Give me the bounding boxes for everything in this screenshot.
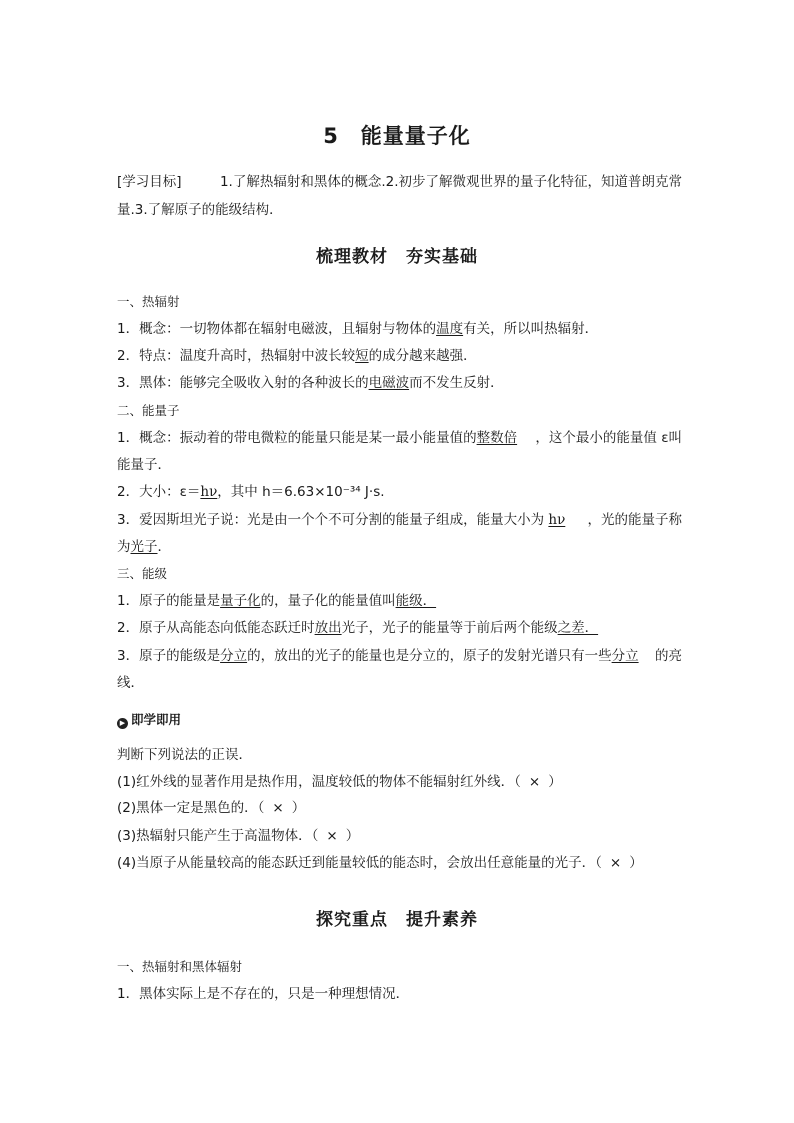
practice-item-1 (117, 772, 682, 792)
underlined-answer: hν (200, 484, 218, 500)
answer-mark: × (272, 800, 284, 816)
practice-item-2 (117, 798, 682, 818)
text: ，光的能量子称 (587, 512, 682, 528)
text: 的，放出的光子的能量也是分立的，原子的发射光谱只有一些 (247, 648, 612, 664)
underlined-answer: 整数倍 (476, 430, 518, 446)
text: ） (629, 855, 643, 871)
learning-goals-line-1 (117, 172, 682, 192)
levels-item-3-body (117, 646, 639, 666)
quantum-item-3-cont (117, 537, 682, 557)
heat-item-3 (117, 373, 682, 393)
quantum-item-2 (117, 482, 682, 502)
text: 有关，所以叫热辐射． (463, 321, 599, 337)
levels-item-2 (117, 618, 682, 638)
underlined-answer: 分立 (611, 648, 639, 664)
practice-intro: 判断下列说法的正误． (117, 747, 252, 763)
heading-energy-quantum: 二、能量子 (117, 403, 180, 418)
quantum-item-1-body (117, 428, 517, 448)
answer-mark: × (326, 828, 338, 844)
heat-item-1 (117, 319, 682, 339)
heading-blackbody: 一、热辐射和黑体辐射 (117, 959, 243, 974)
heading-energy-levels: 三、能级 (117, 566, 168, 581)
text: 的，量子化的能量值叫 (260, 593, 396, 609)
quantum-item-3 (117, 510, 682, 530)
text: 2．原子从高能态向低能态跃迁时 (117, 620, 315, 636)
heading-heat-radiation: 一、热辐射 (117, 294, 180, 309)
underlined-answer: hν (548, 512, 566, 528)
text: ，其中 h＝6.63×10⁻³⁴ J·s. (217, 484, 385, 500)
levels-item-3-cont: 线． (117, 675, 144, 691)
text: 2．特点：温度升高时，热辐射中波长较 (117, 348, 356, 364)
section-title-1: 梳理教材 夯实基础 (316, 247, 478, 267)
practice-item-3 (117, 826, 682, 846)
text: 为 (117, 539, 131, 555)
learning-goals-label: [学习目标] (117, 174, 182, 190)
underlined-answer: 光子 (130, 539, 158, 555)
text: (3)热辐射只能产生于高温物体．（ (117, 828, 319, 844)
text: 3．爱因斯坦光子说：光是由一个个不可分割的能量子组成，能量大小为 (117, 512, 549, 528)
underlined-answer: 短 (355, 348, 369, 364)
text: ） (291, 800, 306, 816)
page-title: 5 能量量子化 (323, 124, 471, 148)
text: 3．黑体：能够完全吸收入射的各种波长的 (117, 375, 369, 391)
text: ） (548, 774, 562, 790)
answer-mark: × (609, 855, 622, 871)
levels-item-3 (117, 646, 682, 666)
quantum-item-1 (117, 428, 682, 448)
text: 的成分越来越强． (368, 348, 477, 364)
quantum-item-1-cont: 能量子． (117, 457, 171, 473)
text: 光子，光子的能量等于前后两个能级 (341, 620, 558, 636)
text: (1)红外线的显著作用是热作用，温度较低的物体不能辐射红外线．（ (117, 774, 521, 790)
text: 1．原子的能量是 (117, 593, 221, 609)
underlined-answer: 放出 (314, 620, 342, 636)
practice-item-4 (117, 853, 682, 873)
practice-heading-text: 即学即用 (131, 712, 182, 727)
text: ） (345, 828, 360, 844)
text: (2)黑体一定是黑色的．（ (117, 800, 265, 816)
levels-item-1 (117, 591, 682, 611)
text: 3．原子的能级是 (117, 648, 221, 664)
text: ，这个最小的能量值 ε叫 (535, 430, 682, 446)
text: ． (157, 539, 171, 555)
text: (4)当原子从能量较高的能态跃迁到能量较低的能态时，会放出任意能量的光子．（ (117, 855, 602, 871)
text: 2．大小：ε＝ (117, 484, 201, 500)
blackbody-item-1: 1．黑体实际上是不存在的，只是一种理想情况． (117, 986, 410, 1002)
underlined-answer: 能级． (395, 593, 437, 609)
section-title-2: 探究重点 提升素养 (316, 910, 478, 930)
text: 而不发生反射． (409, 375, 504, 391)
underlined-answer: 温度 (436, 321, 464, 337)
heat-item-2 (117, 346, 682, 366)
learning-goals-text-1: 1.了解热辐射和黑体的概念.2.初步了解微观世界的量子化特征，知道普朗克常 (219, 174, 682, 190)
answer-mark: × (528, 774, 541, 790)
text: 1．概念：振动着的带电微粒的能量只能是某一最小能量值的 (117, 430, 477, 446)
underlined-answer: 之差． (557, 620, 599, 636)
practice-heading (117, 710, 682, 730)
text: 1．概念：一切物体都在辐射电磁波，且辐射与物体的 (117, 321, 437, 337)
quantum-item-3-body (117, 510, 565, 530)
text: 的亮 (655, 648, 682, 664)
underlined-answer: 量子化 (220, 593, 261, 609)
underlined-answer: 分立 (220, 648, 248, 664)
play-bullet-icon: ▶ (117, 718, 128, 729)
underlined-answer: 电磁波 (368, 375, 410, 391)
learning-goals-line-2: 量.3.了解原子的能级结构． (117, 202, 283, 218)
